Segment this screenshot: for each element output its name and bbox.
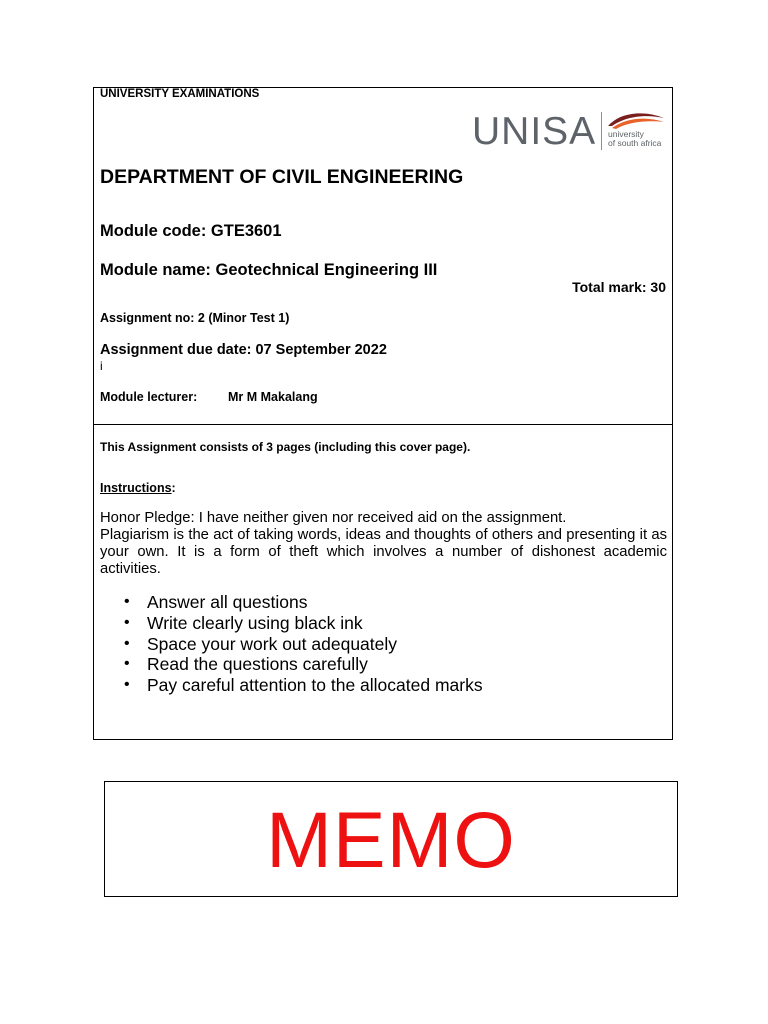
logo-divider [601,112,602,150]
honor-pledge-text: Honor Pledge: I have neither given nor received aid on the assignment. [100,510,567,526]
instructions-heading [100,481,176,495]
logo-tagline-line2: of south africa [608,138,662,148]
module-name: Module name: Geotechnical Engineering III [100,261,438,279]
unisa-logo [472,110,668,154]
section-divider [94,424,672,425]
list-item: • Read the questions carefully [124,654,483,675]
instructions-title: Instructions [100,481,172,495]
lecturer-label: Module lecturer: [100,390,198,404]
lecturer-name: Mr M Makalang [228,390,318,404]
assignment-number: Assignment no: 2 (Minor Test 1) [100,311,290,325]
instructions-colon: : [171,481,176,495]
pages-note: This Assignment consists of 3 pages (including this cover page). [100,440,471,454]
logo-swoosh-icon [606,110,666,130]
instruction-list [124,592,483,696]
logo-wordmark: UNISA [472,110,597,153]
list-item: • Answer all questions [124,592,483,613]
total-mark: Total mark: 30 [572,279,666,295]
honor-pledge-block [100,510,667,578]
list-item: • Space your work out adequately [124,634,483,655]
memo-label: MEMO [266,795,516,884]
module-code: Module code: GTE3601 [100,222,282,240]
list-item: • Write clearly using black ink [124,613,483,634]
memo-box [104,781,678,897]
stray-mark: i [100,359,103,373]
department-title: DEPARTMENT OF CIVIL ENGINEERING [100,166,464,188]
logo-tagline [608,130,661,148]
logo-tagline-line1: university [608,129,644,139]
exam-type-heading: UNIVERSITY EXAMINATIONS [100,88,260,100]
assignment-due-date: Assignment due date: 07 September 2022 [100,342,387,358]
plagiarism-text: Plagiarism is the act of taking words, ideas and thoughts of others and presenting it as your own. It is a form of theft which involves a number of dishonest academic activities. [100,527,667,577]
list-item: • Pay careful attention to the allocated marks [124,675,483,696]
cover-page-box [93,87,673,740]
